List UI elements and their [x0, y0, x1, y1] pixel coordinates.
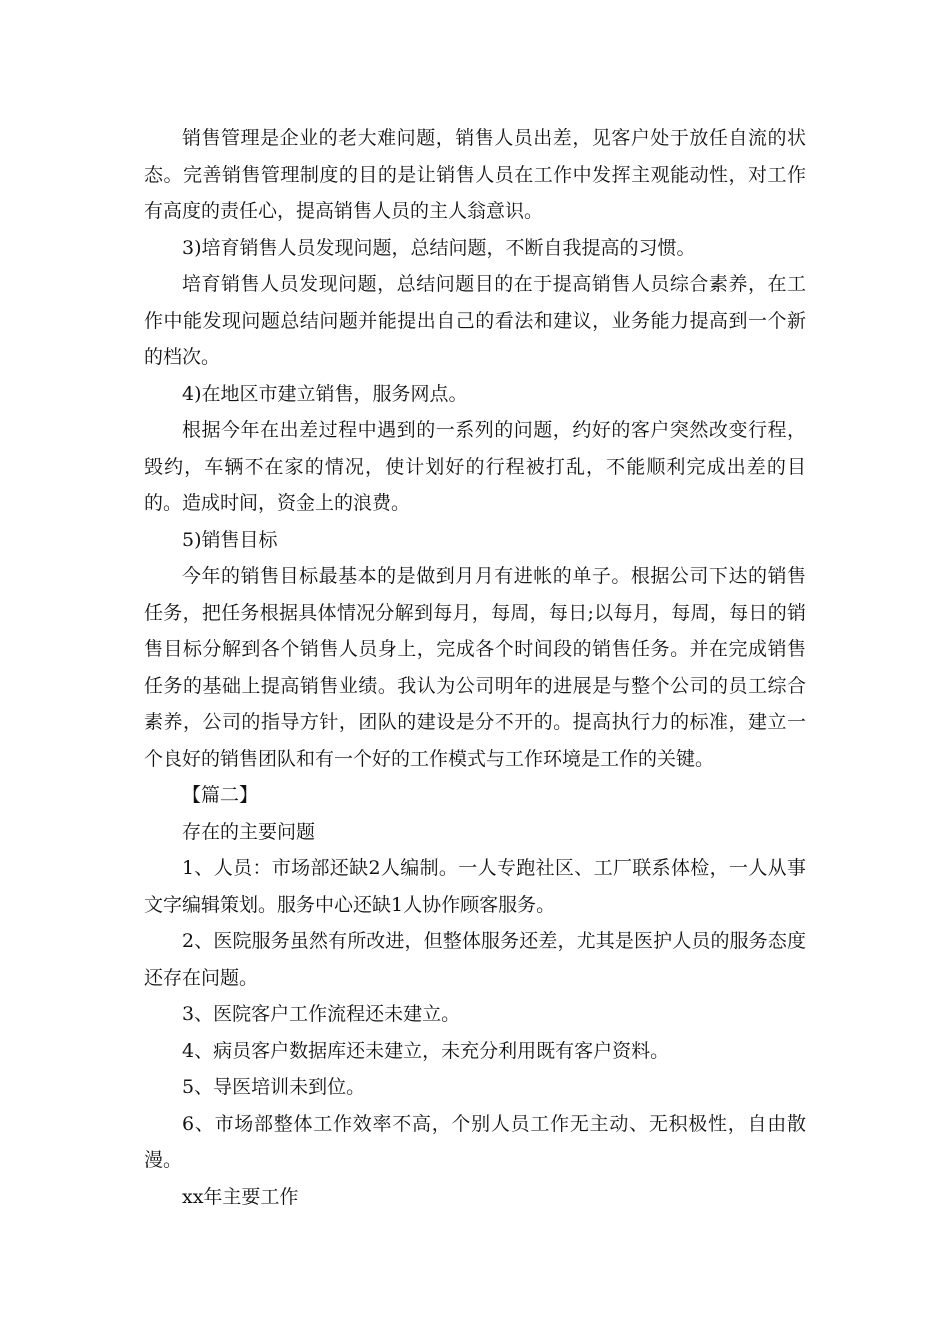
item-4-heading: 4)在地区市建立销售，服务网点。 — [182, 382, 468, 405]
list-item-4: 4、病员客户数据库还未建立，未充分利用既有客户资料。 — [182, 1039, 670, 1062]
list-item-5: 5、导医培训未到位。 — [182, 1076, 366, 1098]
item-5-heading: 5)销售目标 — [182, 528, 278, 551]
paragraph-sales-management: 销售管理是企业的老大难问题，销售人员出差，见客户处于放任自流的状态。完善销售管理制度的目的是让销售人员在工作中发挥主观能动性，对工作有高度的责任心，提高销售人员的主人翁意识。 — [144, 127, 806, 222]
list-item-2: 2、医院服务虽然有所改进，但整体服务还差，尤其是医护人员的服务态度还存在问题。 — [144, 930, 806, 989]
section-heading-part-two: 【篇二】 — [182, 784, 259, 806]
paragraph-problem-finding: 培育销售人员发现问题，总结问题目的在于提高销售人员综合素养，在工作中能发现问题总结问题并能提出自己的看法和建议，业务能力提高到一个新的档次。 — [144, 273, 806, 368]
list-item-6: 6、市场部整体工作效率不高，个别人员工作无主动、无积极性，自由散漫。 — [144, 1112, 806, 1171]
paragraph-travel-issues: 根据今年在出差过程中遇到的一系列的问题，约好的客户突然改变行程，毁约，车辆不在家的情况，使计划好的行程被打乱，不能顺利完成出差的目的。造成时间，资金上的浪费。 — [144, 419, 806, 514]
item-3-heading: 3)培育销售人员发现问题，总结问题，不断自我提高的习惯。 — [182, 236, 696, 259]
list-item-3: 3、医院客户工作流程还未建立。 — [182, 1003, 461, 1025]
paragraph-sales-target: 今年的销售目标最基本的是做到月月有进帐的单子。根据公司下达的销售任务，把任务根据具体情况分解到每月，每周，每日;以每月，每周，每日的销售目标分解到各个销售人员身上，完成各个时间段的销售任务。并在完成销售任务的基础上提高销售业绩。我认为公司明年的进展是与整个公司的员工综合素养，公司的指导方针，团队的建设是分不开的。提高执行力的标准，建立一个良好的销售团队和有一个好的工作模式与工作环境是工作的关键。 — [144, 565, 806, 770]
document-body — [144, 120, 806, 1215]
list-item-1: 1、人员：市场部还缺2人编制。一人专跑社区、工厂联系体检，一人从事文字编辑策划。服务中心还缺1人协作顾客服务。 — [144, 857, 806, 916]
subheading-main-work: xx年主要工作 — [182, 1185, 299, 1208]
subheading-main-problems: 存在的主要问题 — [182, 820, 316, 843]
